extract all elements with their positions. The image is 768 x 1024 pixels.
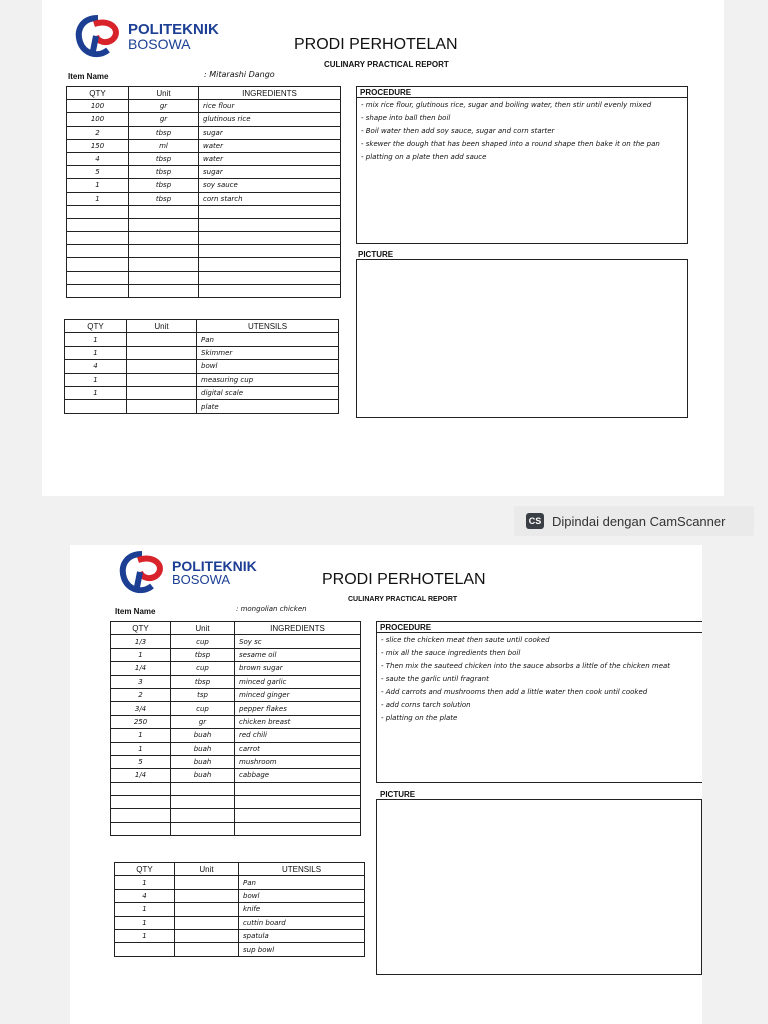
utensil-cell xyxy=(65,400,127,413)
procedure-step: - add corns tarch solution xyxy=(381,701,471,709)
ingredient-cell xyxy=(67,284,129,297)
ingredient-cell: 5 xyxy=(111,755,171,768)
ingredient-cell xyxy=(129,271,199,284)
ingredient-cell: cabbage xyxy=(235,769,361,782)
ingredient-empty-row xyxy=(67,245,341,258)
ingredient-cell xyxy=(129,205,199,218)
ingredient-row xyxy=(67,126,341,139)
ingredient-cell xyxy=(129,245,199,258)
ingredient-cell xyxy=(129,232,199,245)
utensil-cell xyxy=(127,373,197,386)
logo-line-1: POLITEKNIK xyxy=(172,557,257,574)
procedure-step: - shape into ball then boil xyxy=(361,114,451,122)
utensil-row xyxy=(115,889,365,902)
ingredient-row xyxy=(67,166,341,179)
utensil-cell: 1 xyxy=(65,346,127,359)
utensil-cell xyxy=(127,360,197,373)
ingredient-row xyxy=(67,113,341,126)
utensil-cell: 4 xyxy=(115,889,175,902)
logo-line-1: POLITEKNIK xyxy=(128,20,219,38)
ingredient-cell: soy sauce xyxy=(199,179,341,192)
ingredient-cell: pepper flakes xyxy=(235,702,361,715)
ingredient-cell: carrot xyxy=(235,742,361,755)
procedure-step: - platting on a plate then add sauce xyxy=(361,153,487,161)
ingredient-cell xyxy=(171,782,235,795)
item-name-label: Item Name xyxy=(68,72,109,81)
utensil-header-row xyxy=(65,320,339,333)
ingredient-cell: red chili xyxy=(235,729,361,742)
ingredient-empty-row xyxy=(111,782,361,795)
item-name-label: Item Name xyxy=(115,607,156,616)
ingredient-row xyxy=(111,675,361,688)
procedure-step: - Add carrots and mushrooms then add a little water then cook until cooked xyxy=(381,688,648,696)
ingredient-cell: gr xyxy=(129,113,199,126)
ingredient-cell: 150 xyxy=(67,139,129,152)
utensil-cell xyxy=(175,916,239,929)
utensil-cell: bowl xyxy=(239,889,365,902)
utensil-cell xyxy=(127,386,197,399)
utensil-row xyxy=(65,373,339,386)
ingredient-cell: cup xyxy=(171,702,235,715)
utensil-cell xyxy=(115,943,175,956)
ingredient-empty-row xyxy=(67,232,341,245)
ingredient-header-cell: INGREDIENTS xyxy=(199,87,341,100)
procedure-step: - Boil water then add soy sauce, sugar and corn starter xyxy=(361,127,555,135)
utensil-cell xyxy=(175,943,239,956)
ingredient-cell: minced garlic xyxy=(235,675,361,688)
ingredient-cell: 1 xyxy=(111,648,171,661)
utensil-cell: digital scale xyxy=(197,386,339,399)
utensil-cell: cuttin board xyxy=(239,916,365,929)
politeknik-bosowa-logo xyxy=(116,549,257,595)
ingredient-cell: 1/4 xyxy=(111,769,171,782)
picture-title: PICTURE xyxy=(380,790,416,799)
ingredient-row xyxy=(67,192,341,205)
utensil-header-cell: UTENSILS xyxy=(197,320,339,333)
procedure-step: - skewer the dough that has been shaped into a round shape then bake it on the pan xyxy=(361,140,660,148)
utensils-table xyxy=(64,319,339,414)
utensil-row xyxy=(115,916,365,929)
page-subtitle: CULINARY PRACTICAL REPORT xyxy=(348,596,458,603)
picture-box xyxy=(356,259,688,418)
utensil-cell: plate xyxy=(197,400,339,413)
ingredient-row xyxy=(111,755,361,768)
utensil-cell: 1 xyxy=(115,916,175,929)
ingredient-cell xyxy=(67,218,129,231)
ingredient-cell: glutinous rice xyxy=(199,113,341,126)
politeknik-bosowa-logo xyxy=(72,14,219,58)
ingredient-cell: chicken breast xyxy=(235,715,361,728)
utensil-header-cell: QTY xyxy=(65,320,127,333)
ingredient-empty-row xyxy=(67,205,341,218)
ingredient-cell: water xyxy=(199,139,341,152)
utensil-cell xyxy=(127,333,197,346)
ingredient-cell: 3/4 xyxy=(111,702,171,715)
ingredient-header-cell: QTY xyxy=(67,87,129,100)
utensil-cell: Pan xyxy=(239,876,365,889)
procedure-step: - Then mix the sauteed chicken into the sauce absorbs a little of the chicken meat xyxy=(381,662,671,670)
utensil-row xyxy=(65,400,339,413)
ingredient-cell: 1 xyxy=(67,192,129,205)
ingredient-row xyxy=(111,648,361,661)
ingredient-cell xyxy=(235,782,361,795)
item-name-value: : mongolian chicken xyxy=(236,605,307,613)
bosowa-logo-icon xyxy=(116,549,168,595)
ingredient-cell: 3 xyxy=(111,675,171,688)
ingredient-cell: 4 xyxy=(67,152,129,165)
ingredients-table xyxy=(66,86,341,298)
ingredient-cell: tbsp xyxy=(129,192,199,205)
utensil-cell xyxy=(175,903,239,916)
ingredient-cell xyxy=(235,822,361,835)
ingredient-cell: buah xyxy=(171,769,235,782)
procedure-box xyxy=(356,86,688,244)
ingredient-cell: sugar xyxy=(199,166,341,179)
ingredient-cell: tbsp xyxy=(171,675,235,688)
utensil-row xyxy=(115,943,365,956)
utensil-header-row xyxy=(115,863,365,876)
utensil-cell xyxy=(175,929,239,942)
ingredient-row xyxy=(67,139,341,152)
ingredient-cell xyxy=(199,232,341,245)
ingredient-cell: 2 xyxy=(67,126,129,139)
ingredient-empty-row xyxy=(67,284,341,297)
ingredient-row xyxy=(111,662,361,675)
ingredient-cell: brown sugar xyxy=(235,662,361,675)
utensil-cell: 1 xyxy=(115,903,175,916)
utensil-cell: 1 xyxy=(65,386,127,399)
ingredient-cell: tsp xyxy=(171,688,235,701)
ingredient-cell: 250 xyxy=(111,715,171,728)
ingredient-cell: buah xyxy=(171,742,235,755)
utensil-row xyxy=(65,360,339,373)
ingredient-cell: 1/4 xyxy=(111,662,171,675)
camscanner-icon: CS xyxy=(526,513,544,529)
utensil-cell: knife xyxy=(239,903,365,916)
ingredient-cell xyxy=(111,809,171,822)
ingredient-cell: corn starch xyxy=(199,192,341,205)
ingredient-cell: 1 xyxy=(111,742,171,755)
utensil-cell: Skimmer xyxy=(197,346,339,359)
picture-box xyxy=(376,799,702,975)
ingredient-cell xyxy=(129,284,199,297)
ingredient-row xyxy=(67,152,341,165)
ingredient-cell: tbsp xyxy=(129,152,199,165)
ingredient-header-row xyxy=(111,622,361,635)
page-subtitle: CULINARY PRACTICAL REPORT xyxy=(324,60,449,69)
utensil-row xyxy=(65,386,339,399)
utensil-header-cell: Unit xyxy=(175,863,239,876)
ingredient-cell xyxy=(199,284,341,297)
utensil-cell: Pan xyxy=(197,333,339,346)
utensil-cell xyxy=(127,346,197,359)
utensil-cell: 1 xyxy=(115,929,175,942)
utensil-row xyxy=(115,876,365,889)
ingredient-cell xyxy=(67,245,129,258)
ingredient-empty-row xyxy=(67,218,341,231)
ingredient-cell xyxy=(111,782,171,795)
logo-line-2: BOSOWA xyxy=(128,35,191,52)
ingredient-cell: cup xyxy=(171,635,235,648)
ingredient-header-cell: QTY xyxy=(111,622,171,635)
utensils-table xyxy=(114,862,365,957)
ingredient-cell xyxy=(129,258,199,271)
utensil-cell: 1 xyxy=(65,373,127,386)
procedure-title: PROCEDURE xyxy=(380,623,432,632)
ingredient-header-cell: Unit xyxy=(129,87,199,100)
ingredient-cell: tbsp xyxy=(129,166,199,179)
item-name-value: : Mitarashi Dango xyxy=(204,70,275,79)
ingredient-row xyxy=(111,729,361,742)
ingredient-empty-row xyxy=(111,796,361,809)
ingredient-cell: 5 xyxy=(67,166,129,179)
ingredient-cell: 1 xyxy=(67,179,129,192)
procedure-step: - platting on the plate xyxy=(381,714,458,722)
utensil-cell: measuring cup xyxy=(197,373,339,386)
ingredient-row xyxy=(111,715,361,728)
ingredient-cell xyxy=(67,258,129,271)
camscanner-text: Dipindai dengan CamScanner xyxy=(552,513,726,529)
ingredient-cell: water xyxy=(199,152,341,165)
report-page-2 xyxy=(70,545,702,1024)
ingredient-cell: tbsp xyxy=(171,648,235,661)
procedure-step: - mix all the sauce ingredients then boil xyxy=(381,649,521,657)
utensil-header-cell: QTY xyxy=(115,863,175,876)
logo-line-2: BOSOWA xyxy=(172,571,231,587)
ingredient-cell: buah xyxy=(171,729,235,742)
ingredient-cell xyxy=(67,205,129,218)
ingredient-cell xyxy=(235,809,361,822)
ingredients-table xyxy=(110,621,361,836)
procedure-step: - saute the garlic until fragrant xyxy=(381,675,489,683)
ingredient-cell: 1/3 xyxy=(111,635,171,648)
ingredient-row xyxy=(67,179,341,192)
utensil-cell: 1 xyxy=(115,876,175,889)
ingredient-cell xyxy=(129,218,199,231)
utensil-cell: 4 xyxy=(65,360,127,373)
utensil-cell: spatula xyxy=(239,929,365,942)
utensil-header-cell: UTENSILS xyxy=(239,863,365,876)
utensil-cell xyxy=(127,400,197,413)
utensil-row xyxy=(65,346,339,359)
utensil-cell: 1 xyxy=(65,333,127,346)
ingredient-empty-row xyxy=(67,271,341,284)
ingredient-empty-row xyxy=(67,258,341,271)
ingredient-cell xyxy=(199,218,341,231)
ingredient-cell: 2 xyxy=(111,688,171,701)
ingredient-cell xyxy=(199,245,341,258)
ingredient-cell xyxy=(171,796,235,809)
page-title: PRODI PERHOTELAN xyxy=(294,36,458,53)
procedure-title: PROCEDURE xyxy=(360,88,412,97)
ingredient-header-row xyxy=(67,87,341,100)
ingredient-cell: 1 xyxy=(111,729,171,742)
ingredient-empty-row xyxy=(111,809,361,822)
utensil-header-cell: Unit xyxy=(127,320,197,333)
ingredient-row xyxy=(111,742,361,755)
camscanner-watermark xyxy=(514,506,754,536)
utensil-row xyxy=(115,929,365,942)
ingredient-cell xyxy=(171,822,235,835)
ingredient-cell: 100 xyxy=(67,100,129,113)
procedure-step: - slice the chicken meat then saute until cooked xyxy=(381,636,550,644)
ingredient-cell xyxy=(67,232,129,245)
ingredient-cell: mushroom xyxy=(235,755,361,768)
ingredient-cell xyxy=(199,258,341,271)
ingredient-cell: tbsp xyxy=(129,126,199,139)
ingredient-cell xyxy=(67,271,129,284)
utensil-cell: bowl xyxy=(197,360,339,373)
ingredient-cell: sesame oil xyxy=(235,648,361,661)
ingredient-cell: gr xyxy=(129,100,199,113)
ingredient-header-cell: Unit xyxy=(171,622,235,635)
ingredient-row xyxy=(67,100,341,113)
ingredient-cell xyxy=(111,796,171,809)
ingredient-cell xyxy=(199,271,341,284)
utensil-cell xyxy=(175,876,239,889)
procedure-step: - mix rice flour, glutinous rice, sugar and boiling water, then stir until evenly mixed xyxy=(361,101,652,109)
ingredient-header-cell: INGREDIENTS xyxy=(235,622,361,635)
utensil-row xyxy=(115,903,365,916)
ingredient-cell: sugar xyxy=(199,126,341,139)
bosowa-logo-icon xyxy=(72,14,124,58)
ingredient-cell xyxy=(235,796,361,809)
ingredient-cell: buah xyxy=(171,755,235,768)
page-title: PRODI PERHOTELAN xyxy=(322,571,486,588)
ingredient-row xyxy=(111,635,361,648)
ingredient-cell: ml xyxy=(129,139,199,152)
utensil-cell: sup bowl xyxy=(239,943,365,956)
ingredient-cell: 100 xyxy=(67,113,129,126)
utensil-row xyxy=(65,333,339,346)
ingredient-cell: minced ginger xyxy=(235,688,361,701)
ingredient-cell: gr xyxy=(171,715,235,728)
ingredient-empty-row xyxy=(111,822,361,835)
ingredient-row xyxy=(111,688,361,701)
utensil-cell xyxy=(175,889,239,902)
picture-title: PICTURE xyxy=(358,250,394,259)
ingredient-cell: Soy sc xyxy=(235,635,361,648)
report-page-1 xyxy=(42,0,724,496)
ingredient-cell: cup xyxy=(171,662,235,675)
ingredient-cell xyxy=(199,205,341,218)
ingredient-cell xyxy=(171,809,235,822)
ingredient-row xyxy=(111,769,361,782)
procedure-box xyxy=(376,621,702,783)
ingredient-cell: tbsp xyxy=(129,179,199,192)
ingredient-cell xyxy=(111,822,171,835)
ingredient-cell: rice flour xyxy=(199,100,341,113)
ingredient-row xyxy=(111,702,361,715)
